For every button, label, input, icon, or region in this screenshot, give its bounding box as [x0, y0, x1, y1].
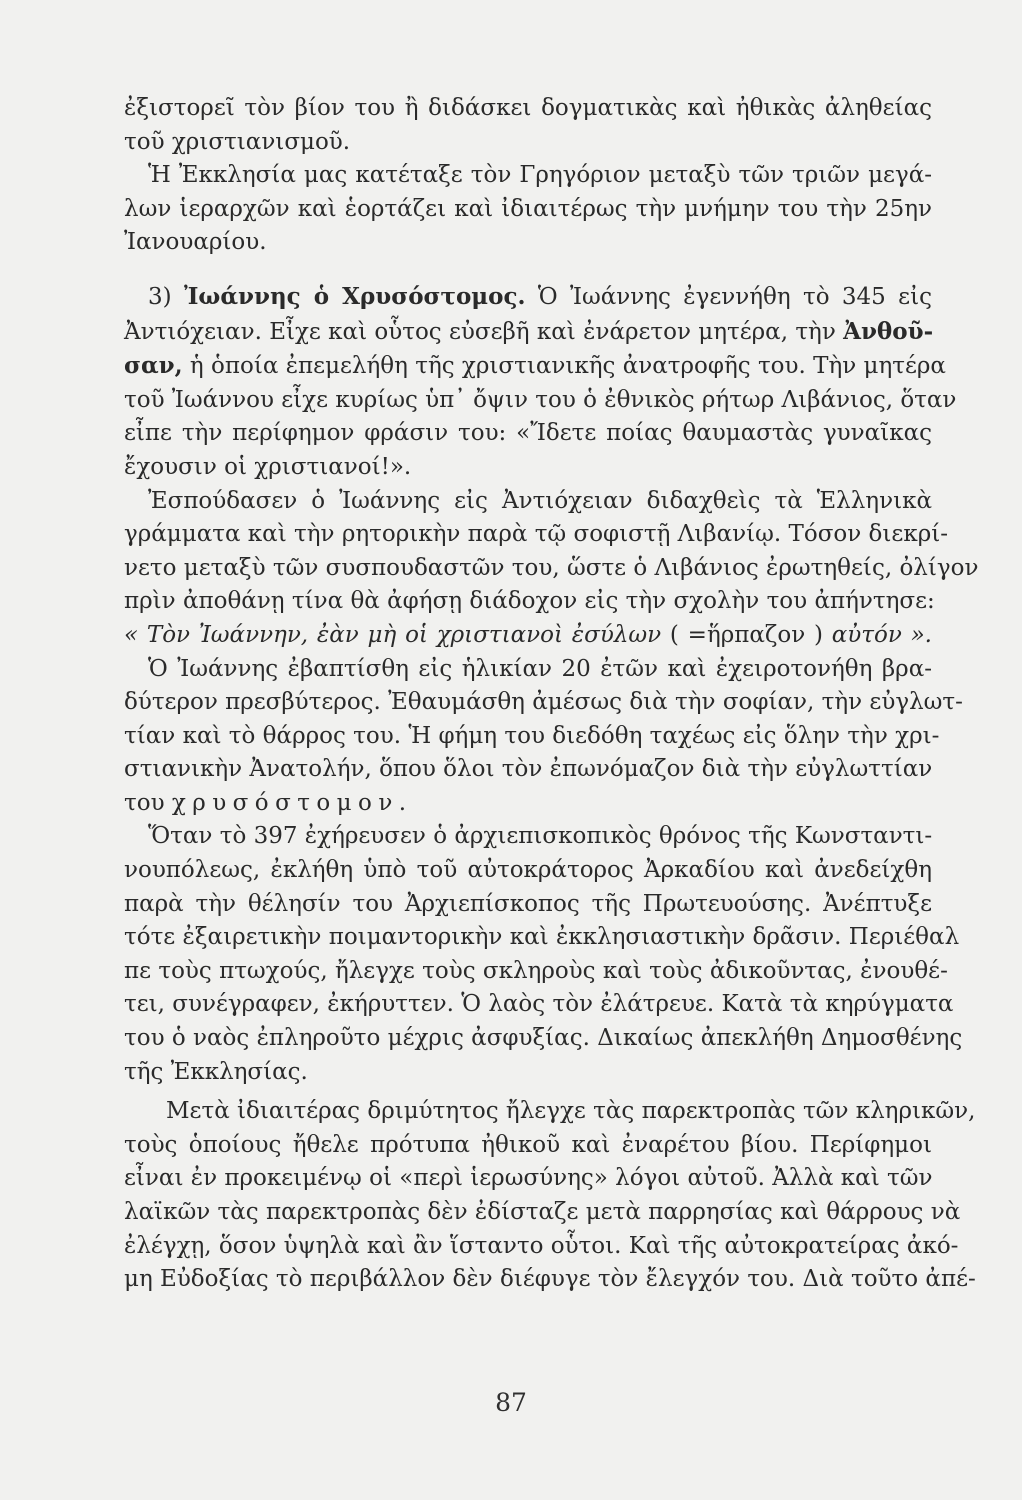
- text-line: στιανικὴν Ἀνατολήν, ὅπου ὅλοι τὸν ἐπωνόμαζον διὰ τὴν εὐγλωττίαν: [124, 756, 933, 783]
- quote-line: [124, 619, 932, 653]
- text-line: τοὺς ὁποίους ἤθελε πρότυπα ἠθικοῦ καὶ ἐναρέτου βίου. Περίφημοι: [124, 1131, 932, 1158]
- text-line: εἶπε τὴν περίφημον φράσιν του: «Ἴδετε ποίας θαυμαστὰς γυναῖκας: [124, 420, 932, 447]
- text-line: παρὰ τὴν θέλησίν του Ἀρχιεπίσκοπος τῆς Πρωτευούσης. Ἀνέπτυξε: [124, 890, 932, 917]
- text-line: Ὅταν τὸ 397 ἐχήρευσεν ὁ ἀρχιεπισκοπικὸς θρόνος τῆς Κωνσταντι-: [148, 823, 933, 850]
- text-segment: Ἀντιόχειαν. Εἶχε καὶ οὗτος εὐσεβῆ καὶ ἐνάρετον μητέρα, τὴν: [124, 318, 844, 345]
- text-line: τοῦ Ἰωάννου εἶχε κυρίως ὑπ᾽ ὄψιν του ὁ ἐθνικὸς ρήτωρ Λιβάνιος, ὅταν: [124, 386, 957, 413]
- text-line: μη Εὐδοξίας τὸ περιβάλλον δὲν διέφυγε τὸν ἔλεγχόν του. Διὰ τοῦτο ἀπέ-: [124, 1266, 976, 1293]
- bold-name: Ἀνθοῦ-: [843, 317, 934, 345]
- text-line: [124, 349, 946, 384]
- text-segment: ( =ἥρπαζον ): [661, 621, 832, 648]
- body-text: [124, 92, 979, 1297]
- text-line: τει, συνέγραφεν, ἐκήρυττεν. Ὁ λαὸς τὸν ἐλάτρευε. Κατὰ τὰ κηρύγματα: [124, 991, 954, 1018]
- text-line: τίαν καὶ τὸ θάρρος του. Ἡ φήμη του διεδόθη ταχέως εἰς ὅλην τὴν χρι-: [124, 722, 940, 749]
- text-line: νετο μεταξὺ τῶν συσπουδαστῶν του, ὥστε ὁ Λιβάνιος ἐρωτηθείς, ὀλίγον: [124, 554, 979, 581]
- text-line: εἶναι ἐν προκειμένῳ οἱ «περὶ ἱερωσύνης» λόγοι αὐτοῦ. Ἀλλὰ καὶ τῶν: [124, 1165, 933, 1192]
- text-segment: Ὁ Ἰωάννης ἐγεννήθη τὸ 345 εἰς: [525, 283, 932, 310]
- text-line: Ἐσπούδασεν ὁ Ἰωάννης εἰς Ἀντιόχειαν διδαχθεὶς τὰ Ἑλληνικὰ: [148, 487, 932, 514]
- section-title: Ἰωάννης ὁ Χρυσόστομος.: [183, 282, 526, 310]
- text-segment: του: [124, 789, 172, 816]
- text-line: τότε ἐξαιρετικὴν ποιμαντορικὴν καὶ ἐκκλησιαστικὴν δρᾶσιν. Περιέθαλ: [124, 924, 960, 951]
- text-line: Ἰανουαρίου.: [124, 229, 267, 256]
- text-line: ἐξιστορεῖ τὸν βίον του ἢ διδάσκει δογματικὰς καὶ ἠθικὰς ἀληθείας: [124, 95, 932, 121]
- italic-quote: αὐτόν ».: [831, 621, 932, 648]
- text-line: νουπόλεως, ἐκλήθη ὑπὸ τοῦ αὐτοκράτορος Ἀρκαδίου καὶ ἀνεδείχθη: [124, 857, 932, 884]
- section-number: 3): [148, 283, 184, 310]
- text-line: λαϊκῶν τὰς παρεκτροπὰς δὲν ἐδίσταζε μετὰ παρρησίας καὶ θάρρους νὰ: [124, 1199, 961, 1225]
- bold-name: σαν,: [124, 352, 183, 380]
- text-line: Ὁ Ἰωάννης ἐβαπτίσθη εἰς ἡλικίαν 20 ἐτῶν καὶ ἐχειροτονήθη βρα-: [148, 655, 932, 682]
- text-line: [124, 787, 932, 821]
- text-line: πρὶν ἀποθάνῃ τίνα θὰ ἀφήσῃ διάδοχον εἰς τὴν σχολὴν του ἀπήντησε:: [124, 588, 935, 615]
- text-line: τοῦ χριστιανισμοῦ.: [124, 128, 351, 155]
- text-line: [124, 315, 932, 350]
- section-heading-line: [124, 280, 932, 315]
- text-line: λων ἱεραρχῶν καὶ ἑορτάζει καὶ ἰδιαιτέρως τὴν μνήμην του τὴν 25ην: [124, 195, 932, 222]
- text-line: γράμματα καὶ τὴν ρητορικὴν παρὰ τῷ σοφιστῇ Λιβανίῳ. Τόσον διεκρί-: [124, 521, 949, 548]
- text-line: Μετὰ ἰδιαιτέρας δριμύτητος ἤλεγχε τὰς παρεκτροπὰς τῶν κληρικῶν,: [166, 1098, 976, 1125]
- text-line: πε τοὺς πτωχούς, ἤλεγχε τοὺς σκληροὺς καὶ τοὺς ἀδικοῦντας, ἐνουθέ-: [124, 957, 948, 984]
- page-number: 87: [495, 1388, 527, 1417]
- text-line: ἔχουσιν οἱ χριστιανοί!».: [124, 453, 412, 480]
- text-line: τῆς Ἐκκλησίας.: [124, 1058, 308, 1085]
- text-line: Ἡ Ἐκκλησία μας κατέταξε τὸν Γρηγόριον μεταξὺ τῶν τριῶν μεγά-: [148, 162, 932, 189]
- spaced-epithet: χρυσόστομον.: [171, 789, 413, 816]
- italic-quote: « Τὸν Ἰωάννην, ἐὰν μὴ οἱ χριστιανοὶ ἐσύλων: [124, 621, 662, 648]
- text-segment: ἡ ὁποία ἐπεμελήθη τῆς χριστιανικῆς ἀνατροφῆς του. Τὴν μητέρα: [182, 353, 946, 380]
- text-line: δύτερον πρεσβύτερος. Ἐθαυμάσθη ἀμέσως διὰ τὴν σοφίαν, τὴν εὐγλωτ-: [124, 689, 963, 716]
- text-line: ἐλέγχῃ, ὅσον ὑψηλὰ καὶ ἂν ἵσταντο οὗτοι. Καὶ τῆς αὐτοκρατείρας ἀκό-: [124, 1232, 959, 1259]
- text-line: του ὁ ναὸς ἐπληροῦτο μέχρις ἀσφυξίας. Δικαίως ἀπεκλήθη Δημοσθένης: [124, 1025, 963, 1052]
